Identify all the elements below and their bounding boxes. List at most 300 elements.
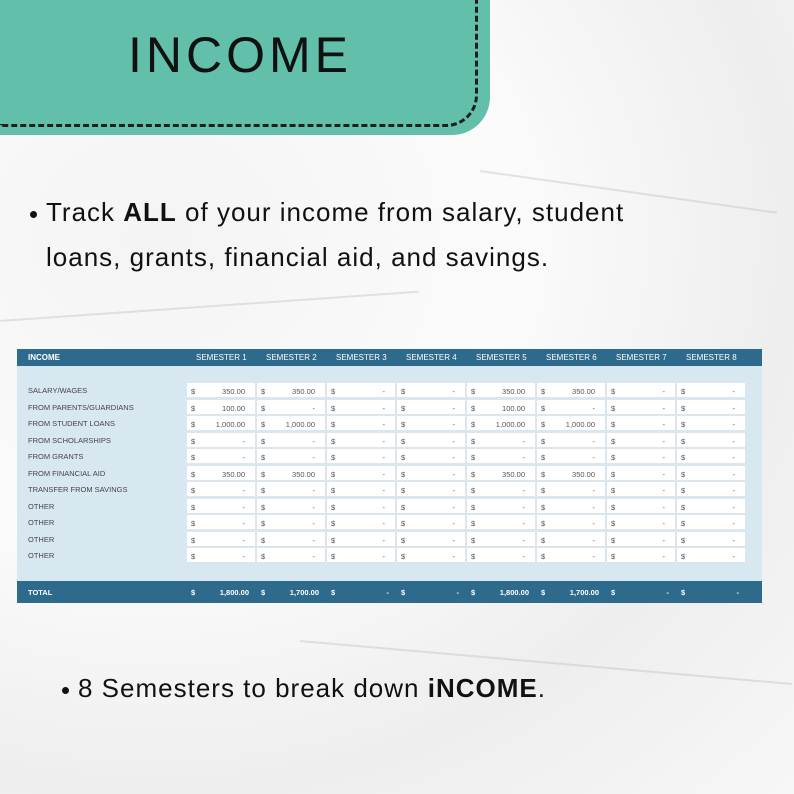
currency-symbol: $ <box>401 436 406 446</box>
currency-symbol: $ <box>331 436 336 446</box>
cell-value: - <box>662 436 665 446</box>
currency-symbol: $ <box>331 502 336 512</box>
currency-symbol: $ <box>191 519 196 528</box>
table-cell[interactable] <box>466 531 536 547</box>
column-header: SEMESTER 4 <box>406 353 457 362</box>
currency-symbol: $ <box>611 535 616 545</box>
currency-symbol: $ <box>611 420 616 429</box>
currency-symbol: $ <box>471 453 476 462</box>
row-label: FROM FINANCIAL AID <box>28 468 106 478</box>
cell-value: - <box>732 519 735 528</box>
table-cell[interactable] <box>606 531 676 547</box>
table-cell[interactable] <box>326 481 396 497</box>
currency-symbol: $ <box>401 420 406 429</box>
currency-symbol: $ <box>261 420 266 429</box>
currency-symbol: $ <box>541 552 546 561</box>
table-cell[interactable] <box>396 399 466 415</box>
currency-symbol: $ <box>401 519 406 528</box>
cell-value: - <box>662 420 665 429</box>
cell-value: 350.00 <box>502 387 525 396</box>
table-cell[interactable] <box>676 465 746 481</box>
table-cell[interactable] <box>606 382 676 398</box>
currency-symbol: $ <box>681 469 686 479</box>
cell-value: - <box>732 469 735 479</box>
income-spreadsheet <box>17 349 762 603</box>
currency-symbol: $ <box>681 420 686 429</box>
cell-value: - <box>452 519 455 528</box>
currency-symbol: $ <box>681 502 686 512</box>
cell-value: - <box>522 535 525 545</box>
table-cell[interactable] <box>186 432 256 448</box>
cell-value: - <box>382 420 385 429</box>
currency-symbol: $ <box>611 453 616 462</box>
column-header: SEMESTER 8 <box>686 353 737 362</box>
table-cell[interactable] <box>676 382 746 398</box>
currency-symbol: $ <box>471 436 476 446</box>
cell-value: - <box>662 403 665 413</box>
currency-symbol: $ <box>331 552 336 561</box>
table-cell[interactable] <box>466 514 536 530</box>
currency-symbol: $ <box>471 469 476 479</box>
table-cell[interactable] <box>536 481 606 497</box>
bullet-dot-icon <box>62 687 69 694</box>
currency-symbol: $ <box>331 469 336 479</box>
table-cell[interactable] <box>676 514 746 530</box>
table-cell[interactable] <box>326 448 396 464</box>
currency-symbol: $ <box>401 588 406 597</box>
table-cell[interactable] <box>186 531 256 547</box>
table-cell[interactable] <box>466 399 536 415</box>
cell-value: - <box>452 403 455 413</box>
bullet-dot-icon <box>30 211 37 218</box>
currency-symbol: $ <box>611 436 616 446</box>
table-cell[interactable] <box>256 547 326 563</box>
row-label: OTHER <box>28 501 55 511</box>
cell-value: - <box>522 436 525 446</box>
currency-symbol: $ <box>681 387 686 396</box>
currency-symbol: $ <box>471 486 476 495</box>
cell-value: - <box>382 535 385 545</box>
cell-value: - <box>382 387 385 396</box>
cell-value: - <box>732 420 735 429</box>
currency-symbol: $ <box>191 552 196 561</box>
currency-symbol: $ <box>541 535 546 545</box>
currency-symbol: $ <box>681 453 686 462</box>
currency-symbol: $ <box>611 403 616 413</box>
table-cell[interactable] <box>186 465 256 481</box>
table-cell[interactable] <box>466 481 536 497</box>
currency-symbol: $ <box>471 403 476 413</box>
table-cell[interactable] <box>606 498 676 514</box>
table-cell[interactable] <box>396 382 466 398</box>
currency-symbol: $ <box>331 420 336 429</box>
cell-value: - <box>312 502 315 512</box>
table-cell[interactable] <box>536 547 606 563</box>
table-cell[interactable] <box>536 498 606 514</box>
currency-symbol: $ <box>681 535 686 545</box>
cell-value: - <box>452 469 455 479</box>
cell-value: - <box>312 552 315 561</box>
currency-symbol: $ <box>471 535 476 545</box>
table-cell[interactable] <box>326 465 396 481</box>
table-cell[interactable] <box>676 498 746 514</box>
text: . <box>537 673 546 703</box>
table-cell[interactable] <box>676 547 746 563</box>
text: Track <box>46 197 124 227</box>
currency-symbol: $ <box>541 403 546 413</box>
table-cell[interactable] <box>256 399 326 415</box>
currency-symbol: $ <box>541 469 546 479</box>
cell-value: - <box>732 403 735 413</box>
table-cell[interactable] <box>536 382 606 398</box>
column-header: SEMESTER 2 <box>266 353 317 362</box>
table-cell[interactable] <box>676 531 746 547</box>
cell-value: 350.00 <box>572 387 595 396</box>
cell-value: - <box>732 436 735 446</box>
table-cell[interactable] <box>606 415 676 431</box>
currency-symbol: $ <box>191 588 196 597</box>
row-label: SALARY/WAGES <box>28 386 88 395</box>
currency-symbol: $ <box>471 502 476 512</box>
total-value: 1,700.00 <box>569 588 599 597</box>
table-cell[interactable] <box>536 399 606 415</box>
column-header: SEMESTER 1 <box>196 353 247 362</box>
currency-symbol: $ <box>681 403 686 413</box>
currency-symbol: $ <box>191 502 196 512</box>
cell-value: - <box>662 502 665 512</box>
table-cell[interactable] <box>326 531 396 547</box>
cell-value: - <box>732 502 735 512</box>
cell-value: - <box>662 469 665 479</box>
table-cell[interactable] <box>256 465 326 481</box>
cell-value: - <box>382 453 385 462</box>
table-cell[interactable] <box>606 481 676 497</box>
table-cell[interactable] <box>256 481 326 497</box>
cell-value: - <box>522 486 525 495</box>
cell-value: - <box>312 453 315 462</box>
cell-value: 1,000.00 <box>215 420 245 429</box>
cell-value: - <box>452 486 455 495</box>
cell-value: 350.00 <box>222 469 245 479</box>
table-cell[interactable] <box>256 448 326 464</box>
currency-symbol: $ <box>401 453 406 462</box>
currency-symbol: $ <box>191 387 196 396</box>
currency-symbol: $ <box>401 403 406 413</box>
table-cell[interactable] <box>256 531 326 547</box>
cell-value: - <box>242 552 245 561</box>
table-cell[interactable] <box>676 432 746 448</box>
row-label: FROM SCHOLARSHIPS <box>28 435 111 445</box>
cell-value: 350.00 <box>222 387 245 396</box>
cell-value: - <box>452 387 455 396</box>
cell-value: - <box>242 519 245 528</box>
table-cell[interactable] <box>536 415 606 431</box>
table-cell[interactable] <box>186 547 256 563</box>
currency-symbol: $ <box>471 519 476 528</box>
row-label: TRANSFER FROM SAVINGS <box>28 485 128 494</box>
table-cell[interactable] <box>396 481 466 497</box>
table-cell[interactable] <box>676 415 746 431</box>
currency-symbol: $ <box>611 588 616 597</box>
table-header <box>17 349 762 366</box>
table-cell[interactable] <box>396 514 466 530</box>
currency-symbol: $ <box>261 502 266 512</box>
table-cell[interactable] <box>466 498 536 514</box>
cell-value: - <box>732 535 735 545</box>
table-cell[interactable] <box>186 514 256 530</box>
row-label: FROM PARENTS/GUARDIANS <box>28 402 134 412</box>
currency-symbol: $ <box>261 469 266 479</box>
cell-value: - <box>592 436 595 446</box>
currency-symbol: $ <box>401 502 406 512</box>
table-cell[interactable] <box>326 382 396 398</box>
table-cell[interactable] <box>326 498 396 514</box>
total-row <box>17 581 762 603</box>
total-value: 1,800.00 <box>499 588 529 597</box>
cell-value: 1,000.00 <box>285 420 315 429</box>
cell-value: - <box>382 519 385 528</box>
cell-value: 1,000.00 <box>565 420 595 429</box>
bullet-semesters <box>62 666 546 711</box>
currency-symbol: $ <box>541 486 546 495</box>
cell-value: - <box>592 486 595 495</box>
table-cell[interactable] <box>396 448 466 464</box>
currency-symbol: $ <box>261 436 266 446</box>
cell-value: - <box>382 502 385 512</box>
column-header: SEMESTER 7 <box>616 353 667 362</box>
currency-symbol: $ <box>261 535 266 545</box>
table-cell[interactable] <box>606 432 676 448</box>
currency-symbol: $ <box>261 387 266 396</box>
cell-value: 100.00 <box>502 403 525 413</box>
cell-value: - <box>242 486 245 495</box>
text: loans, grants, financial aid, and savings. <box>46 242 550 272</box>
currency-symbol: $ <box>611 486 616 495</box>
table-cell[interactable] <box>536 432 606 448</box>
currency-symbol: $ <box>261 403 266 413</box>
currency-symbol: $ <box>611 469 616 479</box>
table-cell[interactable] <box>326 399 396 415</box>
table-cell[interactable] <box>606 399 676 415</box>
table-cell[interactable] <box>186 382 256 398</box>
currency-symbol: $ <box>191 403 196 413</box>
currency-symbol: $ <box>541 387 546 396</box>
table-cell[interactable] <box>466 432 536 448</box>
currency-symbol: $ <box>331 588 336 597</box>
currency-symbol: $ <box>611 519 616 528</box>
currency-symbol: $ <box>331 535 336 545</box>
cell-value: - <box>732 387 735 396</box>
cell-value: - <box>732 453 735 462</box>
text-bold: ALL <box>123 197 177 227</box>
table-cell[interactable] <box>256 498 326 514</box>
cell-value: 350.00 <box>502 469 525 479</box>
table-title: INCOME <box>28 353 60 362</box>
table-cell[interactable] <box>396 498 466 514</box>
currency-symbol: $ <box>261 486 266 495</box>
total-value: - <box>456 588 459 597</box>
table-cell[interactable] <box>326 547 396 563</box>
currency-symbol: $ <box>471 387 476 396</box>
currency-symbol: $ <box>331 387 336 396</box>
table-cell[interactable] <box>676 481 746 497</box>
cell-value: 350.00 <box>572 469 595 479</box>
currency-symbol: $ <box>471 588 476 597</box>
cell-value: - <box>452 436 455 446</box>
table-cell[interactable] <box>466 465 536 481</box>
cell-value: - <box>242 436 245 446</box>
table-cell[interactable] <box>536 465 606 481</box>
total-value: 1,700.00 <box>289 588 319 597</box>
table-cell[interactable] <box>606 448 676 464</box>
cell-value: - <box>242 502 245 512</box>
title-banner <box>0 0 490 135</box>
cell-value: - <box>662 535 665 545</box>
currency-symbol: $ <box>611 502 616 512</box>
table-cell[interactable] <box>536 448 606 464</box>
currency-symbol: $ <box>191 535 196 545</box>
table-cell[interactable] <box>466 415 536 431</box>
currency-symbol: $ <box>681 519 686 528</box>
table-cell[interactable] <box>326 514 396 530</box>
currency-symbol: $ <box>261 519 266 528</box>
table-cell[interactable] <box>186 481 256 497</box>
cell-value: - <box>452 420 455 429</box>
text: of your income from salary, student <box>176 197 625 227</box>
row-label: OTHER <box>28 534 55 544</box>
cell-value: - <box>662 486 665 495</box>
currency-symbol: $ <box>191 453 196 462</box>
table-cell[interactable] <box>326 432 396 448</box>
cell-value: - <box>382 469 385 479</box>
currency-symbol: $ <box>331 486 336 495</box>
table-cell[interactable] <box>396 415 466 431</box>
currency-symbol: $ <box>401 535 406 545</box>
table-cell[interactable] <box>676 399 746 415</box>
cell-value: - <box>592 403 595 413</box>
cell-value: - <box>592 453 595 462</box>
currency-symbol: $ <box>541 420 546 429</box>
bullet-track-income <box>30 190 624 280</box>
text: 8 Semesters to break down <box>78 673 428 703</box>
cell-value: - <box>242 453 245 462</box>
table-cell[interactable] <box>606 514 676 530</box>
cell-value: - <box>312 436 315 446</box>
total-value: 1,800.00 <box>219 588 249 597</box>
currency-symbol: $ <box>191 436 196 446</box>
cell-value: 100.00 <box>222 403 245 413</box>
table-cell[interactable] <box>326 415 396 431</box>
currency-symbol: $ <box>681 588 686 597</box>
column-header: SEMESTER 6 <box>546 353 597 362</box>
currency-symbol: $ <box>541 436 546 446</box>
table-cell[interactable] <box>186 415 256 431</box>
table-cell[interactable] <box>466 547 536 563</box>
currency-symbol: $ <box>541 588 546 597</box>
cell-value: - <box>732 552 735 561</box>
table-cell[interactable] <box>466 448 536 464</box>
currency-symbol: $ <box>191 469 196 479</box>
column-header: SEMESTER 3 <box>336 353 387 362</box>
currency-symbol: $ <box>331 403 336 413</box>
currency-symbol: $ <box>331 453 336 462</box>
cell-value: 350.00 <box>292 387 315 396</box>
table-cell[interactable] <box>676 448 746 464</box>
table-cell[interactable] <box>186 448 256 464</box>
table-cell[interactable] <box>256 514 326 530</box>
table-cell[interactable] <box>186 498 256 514</box>
row-label: FROM STUDENT LOANS <box>28 419 115 428</box>
table-cell[interactable] <box>256 432 326 448</box>
column-header: SEMESTER 5 <box>476 353 527 362</box>
currency-symbol: $ <box>331 519 336 528</box>
cell-value: - <box>732 486 735 495</box>
currency-symbol: $ <box>191 420 196 429</box>
page-title: INCOME <box>128 27 352 83</box>
currency-symbol: $ <box>401 469 406 479</box>
currency-symbol: $ <box>191 486 196 495</box>
cell-value: - <box>592 519 595 528</box>
table-cell[interactable] <box>396 547 466 563</box>
cell-value: - <box>662 387 665 396</box>
cell-value: - <box>592 535 595 545</box>
table-cell[interactable] <box>606 547 676 563</box>
text-bold: iNCOME <box>427 673 538 703</box>
cell-value: - <box>452 535 455 545</box>
table-cell[interactable] <box>396 432 466 448</box>
table-cell[interactable] <box>536 514 606 530</box>
currency-symbol: $ <box>681 436 686 446</box>
cell-value: - <box>592 552 595 561</box>
currency-symbol: $ <box>471 420 476 429</box>
table-cell[interactable] <box>186 399 256 415</box>
table-cell[interactable] <box>396 465 466 481</box>
currency-symbol: $ <box>541 453 546 462</box>
currency-symbol: $ <box>541 502 546 512</box>
cell-value: - <box>452 502 455 512</box>
cell-value: - <box>522 519 525 528</box>
currency-symbol: $ <box>681 486 686 495</box>
total-label: TOTAL <box>28 588 53 597</box>
cell-value: - <box>312 403 315 413</box>
currency-symbol: $ <box>401 486 406 495</box>
currency-symbol: $ <box>681 552 686 561</box>
currency-symbol: $ <box>541 519 546 528</box>
total-value: - <box>386 588 389 597</box>
table-cell[interactable] <box>536 531 606 547</box>
table-cell[interactable] <box>256 415 326 431</box>
currency-symbol: $ <box>401 387 406 396</box>
cell-value: - <box>522 552 525 561</box>
table-cell[interactable] <box>466 382 536 398</box>
table-cell[interactable] <box>256 382 326 398</box>
cell-value: - <box>382 436 385 446</box>
currency-symbol: $ <box>611 387 616 396</box>
cell-value: 1,000.00 <box>495 420 525 429</box>
cell-value: - <box>452 453 455 462</box>
cell-value: - <box>242 535 245 545</box>
cell-value: 350.00 <box>292 469 315 479</box>
cell-value: - <box>662 453 665 462</box>
cell-value: - <box>382 552 385 561</box>
table-cell[interactable] <box>606 465 676 481</box>
cell-value: - <box>522 502 525 512</box>
total-value: - <box>736 588 739 597</box>
row-label: OTHER <box>28 551 55 560</box>
row-label: FROM GRANTS <box>28 452 84 461</box>
cell-value: - <box>592 502 595 512</box>
table-cell[interactable] <box>396 531 466 547</box>
